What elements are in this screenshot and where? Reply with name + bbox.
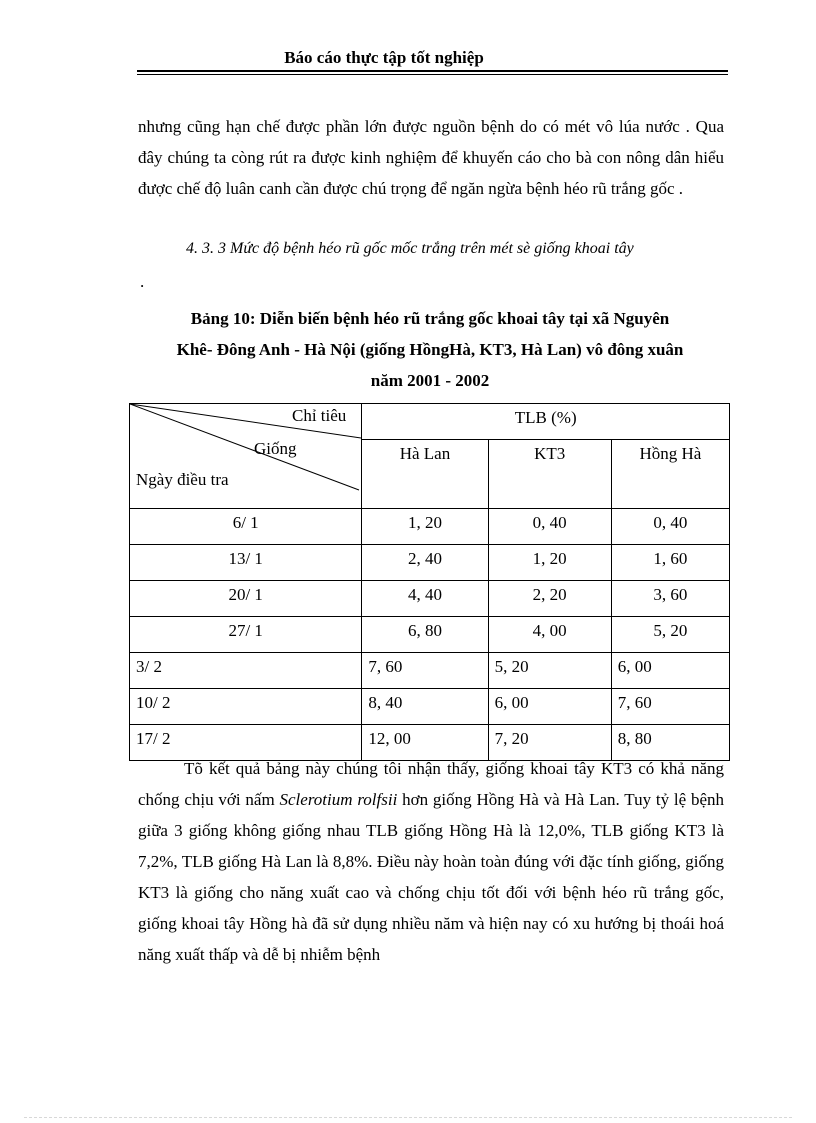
column-header: Hà Lan bbox=[362, 440, 488, 509]
value-cell: 0, 40 bbox=[488, 509, 611, 545]
value-cell: 6, 00 bbox=[611, 653, 729, 689]
conclusion-paragraph bbox=[138, 753, 724, 970]
value-cell: 5, 20 bbox=[488, 653, 611, 689]
conclusion-text-2: hơn giống Hồng Hà và Hà Lan. Tuy tỷ lệ bệnh giữa 3 giống không giống nhau TLB giống Hồng Hà là 12,0%, TLB giống KT3 là 7,2%, TLB giống Hà Lan là 8,8%. Điều này hoàn toàn đúng với đặc tính giống, giống KT3 là giống cho năng xuất cao và chống chịu tốt đối với bệnh héo rũ trắng gốc, giống khoai tây Hồng hà đã sử dụng nhiều năm và hiện nay có xu hướng bị thoái hoá năng xuất thấp và dễ bị nhiễm bệnh bbox=[138, 790, 725, 964]
value-cell: 3, 60 bbox=[611, 581, 729, 617]
stray-dot: . bbox=[140, 272, 145, 291]
page-header bbox=[0, 48, 816, 68]
table-row bbox=[130, 581, 730, 617]
corner-label-date: Ngày điều tra bbox=[136, 470, 229, 489]
value-cell: 5, 20 bbox=[611, 617, 729, 653]
header-title: Báo cáo thực tập tốt nghiệp bbox=[284, 48, 484, 67]
value-cell: 6, 00 bbox=[488, 689, 611, 725]
value-cell: 2, 40 bbox=[362, 545, 488, 581]
table-row bbox=[130, 545, 730, 581]
value-cell: 7, 20 bbox=[488, 725, 611, 761]
table-header-row bbox=[130, 404, 730, 440]
subsection-heading: 4. 3. 3 Mức độ bệnh héo rũ gốc mốc trắng trên mét sè giống khoai tây bbox=[186, 240, 634, 257]
table-row bbox=[130, 509, 730, 545]
caption-line-2: Khê- Đông Anh - Hà Nội (giống HồngHà, KT3, Hà Lan) vô đông xuân bbox=[176, 340, 684, 359]
date-cell: 10/ 2 bbox=[130, 689, 362, 725]
value-cell: 8, 80 bbox=[611, 725, 729, 761]
corner-cell bbox=[130, 404, 362, 509]
date-cell: 6/ 1 bbox=[130, 509, 362, 545]
table-caption bbox=[130, 303, 730, 396]
disease-table bbox=[129, 403, 730, 761]
date-cell: 17/ 2 bbox=[130, 725, 362, 761]
value-cell: 7, 60 bbox=[362, 653, 488, 689]
value-cell: 1, 20 bbox=[488, 545, 611, 581]
table-row bbox=[130, 689, 730, 725]
table-row bbox=[130, 653, 730, 689]
value-cell: 2, 20 bbox=[488, 581, 611, 617]
caption-line-3: năm 2001 - 2002 bbox=[370, 371, 490, 390]
intro-paragraph: nhưng cũng hạn chế được phần lớn được nguồn bệnh do có mét vô lúa nước . Qua đây chúng ta còng rút ra được kinh nghiệm để khuyến cáo cho bà con nông dân hiểu được chế độ luân canh cần được chú trọng để ngăn ngừa bệnh héo rũ trắng gốc . bbox=[138, 117, 724, 198]
value-cell: 12, 00 bbox=[362, 725, 488, 761]
caption-line-1: Bảng 10: Diễn biến bệnh héo rũ trắng gốc khoai tây tại xã Nguyên bbox=[190, 309, 670, 328]
species-name: Sclerotium rolfsii bbox=[279, 790, 398, 809]
date-cell: 3/ 2 bbox=[130, 653, 362, 689]
column-header: Hồng Hà bbox=[611, 440, 729, 509]
header-rule-thin bbox=[137, 74, 728, 75]
corner-label-variety: Giống bbox=[254, 439, 297, 458]
value-cell: 4, 00 bbox=[488, 617, 611, 653]
value-cell: 8, 40 bbox=[362, 689, 488, 725]
group-header-tlb: TLB (%) bbox=[362, 404, 730, 440]
value-cell: 1, 20 bbox=[362, 509, 488, 545]
table-row bbox=[130, 617, 730, 653]
value-cell: 6, 80 bbox=[362, 617, 488, 653]
date-cell: 20/ 1 bbox=[130, 581, 362, 617]
page-bottom-edge bbox=[24, 1117, 792, 1118]
value-cell: 7, 60 bbox=[611, 689, 729, 725]
date-cell: 13/ 1 bbox=[130, 545, 362, 581]
date-cell: 27/ 1 bbox=[130, 617, 362, 653]
value-cell: 0, 40 bbox=[611, 509, 729, 545]
column-header: KT3 bbox=[488, 440, 611, 509]
conclusion-text-1: Tõ kết quả bảng này chúng tôi nhận thấy, giống khoai tây KT3 có khả năng chống chịu với nấm bbox=[138, 759, 724, 809]
value-cell: 1, 60 bbox=[611, 545, 729, 581]
value-cell: 4, 40 bbox=[362, 581, 488, 617]
header-rule-thick bbox=[137, 70, 728, 72]
corner-label-indicator: Chỉ tiêu bbox=[292, 406, 347, 425]
